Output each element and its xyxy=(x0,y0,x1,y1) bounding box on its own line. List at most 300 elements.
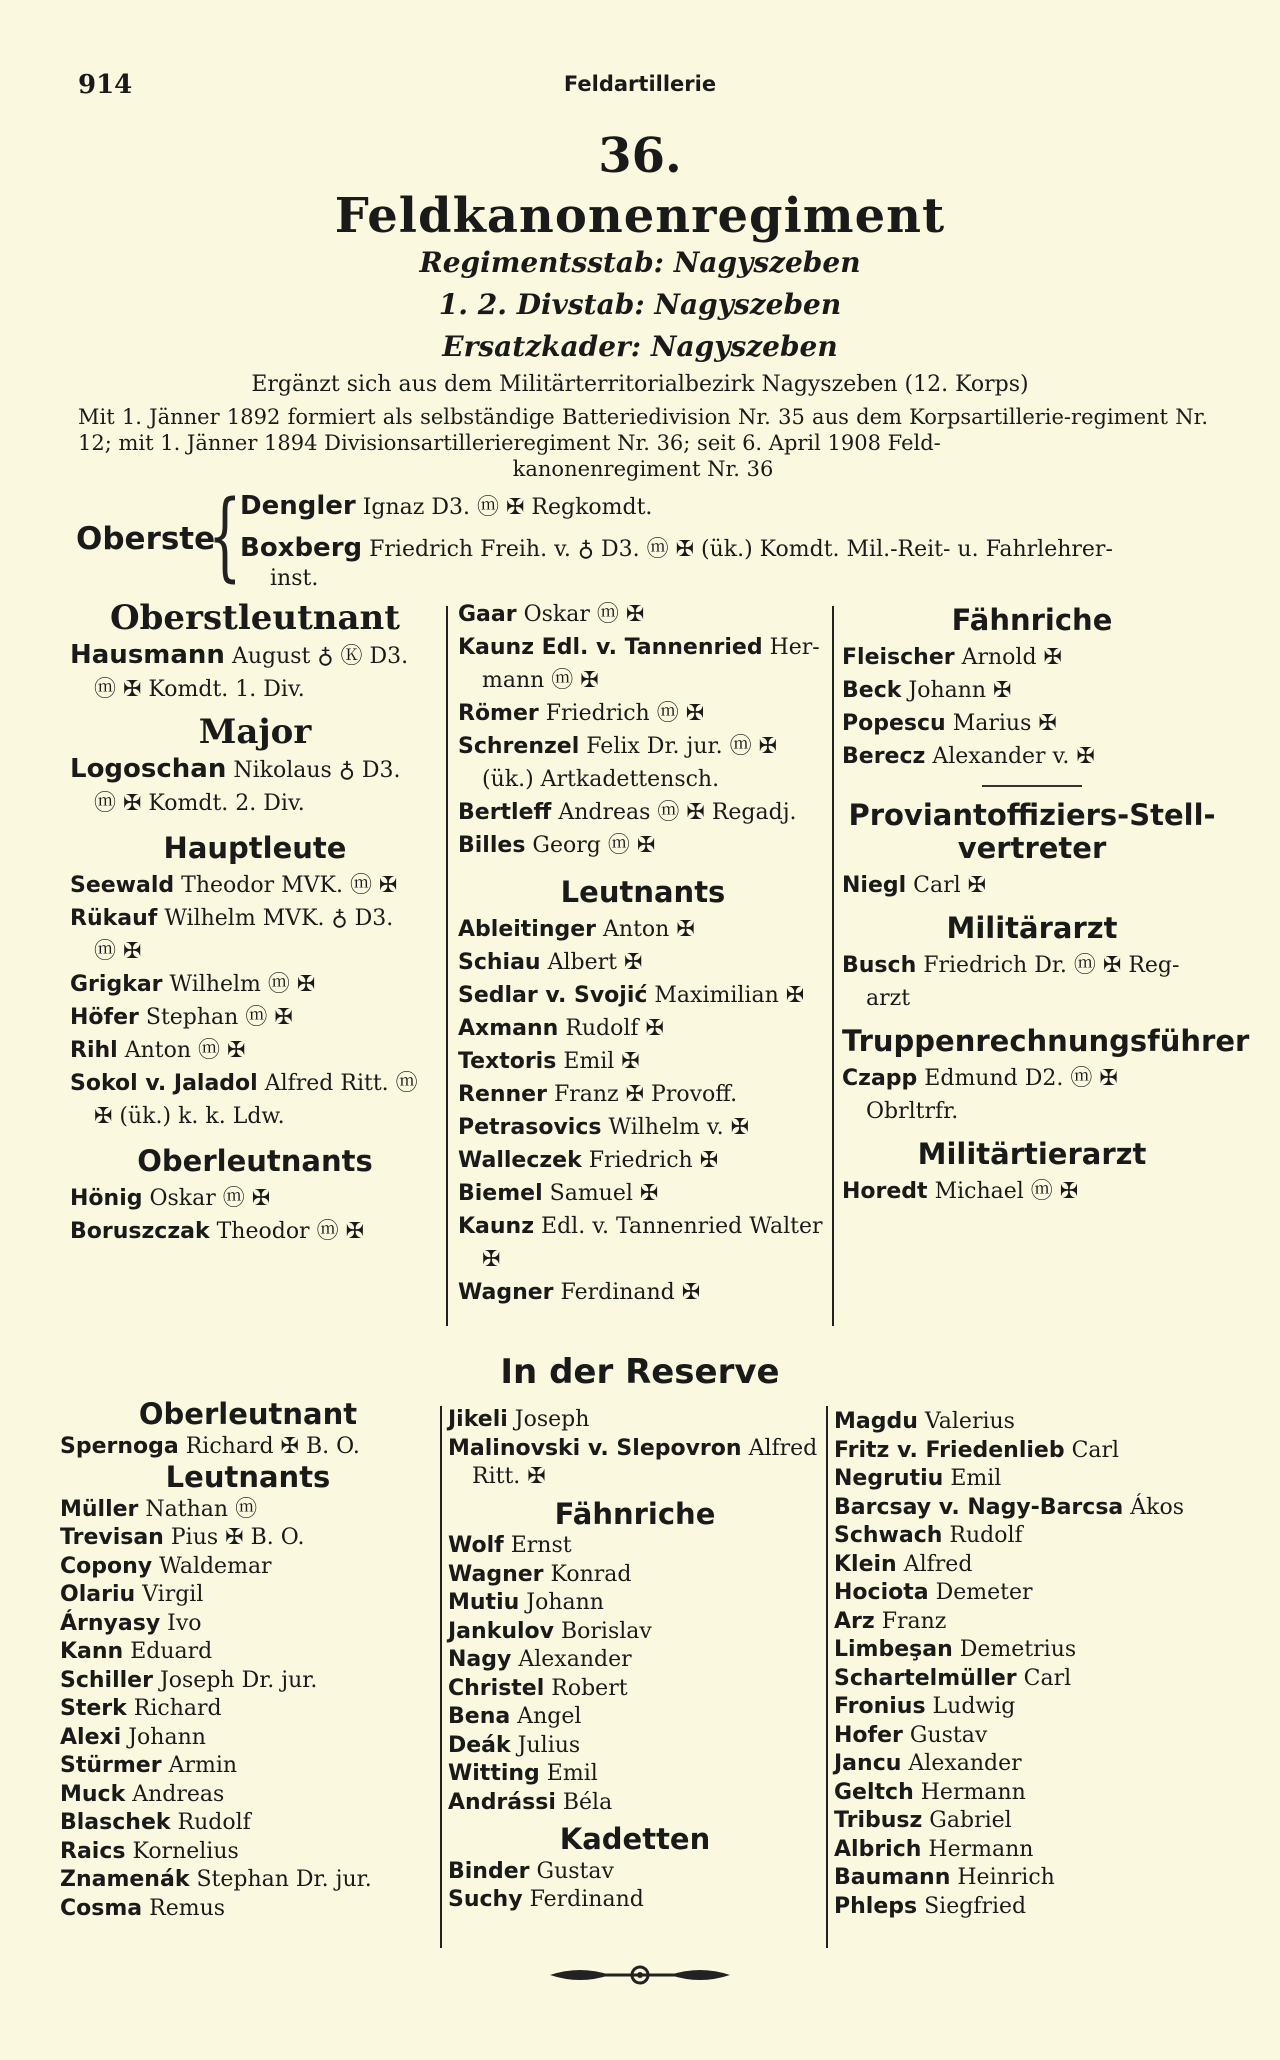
entry-name: Suchy xyxy=(448,1887,523,1912)
reserve-column-3 xyxy=(834,1408,1224,1921)
list-item xyxy=(60,1838,436,1867)
entry-continuation: ✠ (ük.) k. k. Ldw. xyxy=(94,1104,285,1129)
entry-name: Czapp xyxy=(842,1066,918,1091)
reserve-column-2 xyxy=(448,1406,822,1915)
entry-continuation: ✠ xyxy=(482,1247,501,1272)
entry-details: Alexander xyxy=(908,1751,1022,1776)
entry-name: Schiau xyxy=(458,950,541,975)
entry-details: Eduard xyxy=(130,1639,213,1664)
entry-details: Gustav xyxy=(909,1722,988,1748)
entry-name: Gaar xyxy=(458,602,517,627)
entry-name: Christel xyxy=(448,1675,545,1701)
entry-details: Samuel ✠ xyxy=(549,1181,659,1206)
entry-continuation: Ritt. ✠ xyxy=(472,1464,546,1489)
list-item xyxy=(70,639,440,673)
list-item xyxy=(70,1215,440,1248)
entry-name: Kann xyxy=(60,1639,124,1664)
regimentsstab-line: Regimentsstab: Nagyszeben xyxy=(419,246,861,279)
entry-details: Albert ✠ xyxy=(547,950,643,975)
entry-details: Maximilian ✠ xyxy=(654,983,805,1008)
entry-name: Römer xyxy=(458,701,539,726)
oberst-entry-continued xyxy=(270,566,1240,591)
entry-name: Wolf xyxy=(448,1533,504,1558)
list-item xyxy=(834,1779,1224,1808)
list-item xyxy=(60,1581,436,1610)
ornament-divider-icon xyxy=(540,1960,740,1990)
history-paragraph xyxy=(78,404,1208,482)
entry-name: Barcsay v. Nagy-Barcsa xyxy=(834,1494,1124,1520)
entry-name: Popescu xyxy=(842,711,946,736)
entry-details: Johann xyxy=(526,1590,604,1615)
ersatzkader-line: Ersatzkader: Nagyszeben xyxy=(442,330,838,363)
entry-details: Gustav xyxy=(536,1858,614,1884)
list-item xyxy=(842,740,1222,773)
entry-continuation: mann ⓜ ✠ xyxy=(482,668,599,693)
list-item xyxy=(70,968,440,1001)
oberste-label: Oberste xyxy=(76,521,216,557)
oberst-details: inst. xyxy=(270,566,319,591)
list-item xyxy=(834,1437,1224,1466)
entry-name: Rihl xyxy=(70,1038,118,1063)
entry-details: Wilhelm MVK. ♁ D3. xyxy=(164,906,394,931)
oberst-entry xyxy=(240,490,1210,521)
list-item xyxy=(70,1182,440,1215)
entry-name: Renner xyxy=(458,1082,547,1107)
entry-details: Theodor MVK. ⓜ ✠ xyxy=(181,873,398,898)
entry-name: Stürmer xyxy=(60,1753,162,1778)
entry-details: Emil xyxy=(950,1466,1002,1491)
entry-name: Kaunz Edl. v. Tannenried xyxy=(458,635,763,660)
column-divider xyxy=(446,606,448,1326)
entry-continuation: Obrltrfr. xyxy=(866,1099,959,1124)
list-item xyxy=(60,1695,436,1724)
entry-name: Sokol v. Jaladol xyxy=(70,1071,258,1096)
entry-name: Niegl xyxy=(842,873,907,898)
entry-name: Olariu xyxy=(60,1582,136,1607)
entry-name: Hociota xyxy=(834,1580,929,1605)
entry-name: Trevisan xyxy=(60,1525,164,1550)
entry-name: Witting xyxy=(448,1761,540,1786)
entry-details: Rudolf ✠ xyxy=(565,1016,664,1041)
entry-details: Gabriel xyxy=(929,1808,1012,1833)
section-title-faehnriche: Fähnriche xyxy=(554,1496,716,1531)
entry-details: Friedrich Dr. ⓜ ✠ Reg- xyxy=(923,953,1180,978)
list-item xyxy=(834,1494,1224,1523)
entry-details: Virgil xyxy=(142,1582,204,1607)
section-title-kadetten: Kadetten xyxy=(559,1822,711,1856)
entry-name: Cosma xyxy=(60,1895,143,1921)
entry-name: Magdu xyxy=(834,1409,918,1434)
entry-details: Theodor ⓜ ✠ xyxy=(216,1219,364,1244)
list-item xyxy=(834,1465,1224,1494)
entry-name: Jancu xyxy=(834,1751,902,1776)
brace: { xyxy=(208,480,242,592)
entry-name: Geltch xyxy=(834,1779,914,1805)
entry-name: Schartelmüller xyxy=(834,1665,1017,1691)
entry-name: Axmann xyxy=(458,1016,559,1041)
list-item xyxy=(70,1034,440,1067)
entry-name: Beck xyxy=(842,678,902,703)
entry-details: Michael ⓜ ✠ xyxy=(934,1179,1079,1204)
entry-name: Binder xyxy=(448,1858,530,1884)
entry-name: Fronius xyxy=(834,1694,926,1719)
entry-details: Siegfried xyxy=(924,1893,1027,1919)
list-item xyxy=(834,1665,1224,1694)
section-title-hauptleute: Hauptleute xyxy=(163,831,347,865)
list-item xyxy=(448,1789,822,1818)
ergaenzung-line: Ergänzt sich aus dem Militärterritorialbezirk Nagyszeben (12. Korps) xyxy=(251,372,1029,397)
list-item xyxy=(70,753,440,787)
list-item xyxy=(834,1864,1224,1893)
entry-details: Franz ✠ Provoff. xyxy=(553,1082,738,1107)
list-item xyxy=(60,1433,436,1462)
entry-name: Árnyasy xyxy=(60,1610,161,1636)
entry-name: Limbeşan xyxy=(834,1637,953,1662)
list-item xyxy=(60,1724,436,1753)
entry-details: Andreas xyxy=(132,1781,225,1807)
list-item xyxy=(834,1836,1224,1865)
list-item xyxy=(834,1522,1224,1551)
entry-name: Schiller xyxy=(60,1667,153,1693)
entry-name: Textoris xyxy=(458,1049,557,1074)
entry-name: Schwach xyxy=(834,1523,943,1548)
section-title-oberstleutnant: Oberstleutnant xyxy=(110,598,400,638)
entry-continuation: ⓜ ✠ Komdt. 1. Div. xyxy=(94,677,305,702)
list-item xyxy=(60,1809,436,1838)
entry-name: Walleczek xyxy=(458,1148,582,1173)
entry-name: Rükauf xyxy=(70,906,158,931)
list-item xyxy=(834,1722,1224,1751)
entry-name: Znamenák xyxy=(60,1867,190,1892)
list-item xyxy=(448,1858,822,1887)
entry-name: Spernoga xyxy=(60,1433,179,1459)
entry-details: Kornelius xyxy=(132,1838,239,1864)
list-item xyxy=(448,1732,822,1761)
entry-details: Julius xyxy=(517,1732,581,1758)
entry-details: Pius ✠ B. O. xyxy=(170,1525,305,1550)
list-item xyxy=(60,1638,436,1667)
column-divider xyxy=(832,606,834,1326)
entry-name: Sterk xyxy=(60,1696,127,1721)
entry-continuation: ⓜ ✠ Komdt. 2. Div. xyxy=(94,791,305,816)
list-item xyxy=(60,1866,436,1895)
active-column-1 xyxy=(70,596,440,1248)
list-item xyxy=(458,1078,828,1111)
entry-name: Mutiu xyxy=(448,1590,520,1615)
entry-name: Alexi xyxy=(60,1724,122,1750)
column-divider xyxy=(826,1406,828,1948)
entry-details: Johann xyxy=(128,1724,206,1750)
list-item xyxy=(834,1408,1224,1437)
entry-name: Klein xyxy=(834,1551,897,1577)
section-title-militaertierarzt: Militärtierarzt xyxy=(917,1137,1147,1171)
entry-name: Andrássi xyxy=(448,1789,556,1815)
entry-details: Armin xyxy=(168,1753,238,1778)
list-item xyxy=(448,1435,822,1464)
oberst-name: Dengler xyxy=(240,491,356,521)
entry-details: Anton ✠ xyxy=(603,917,695,942)
entry-details: Demeter xyxy=(935,1580,1033,1605)
entry-name: Hönig xyxy=(70,1186,143,1211)
list-item xyxy=(458,1210,828,1243)
section-title-reserve: In der Reserve xyxy=(500,1352,780,1392)
list-item xyxy=(842,707,1222,740)
entry-details: Alfred xyxy=(748,1435,818,1461)
entry-details: Alexander xyxy=(518,1647,632,1672)
list-item xyxy=(458,1111,828,1144)
entry-name: Horedt xyxy=(842,1179,928,1204)
section-title-faehnriche: Fähnriche xyxy=(951,603,1113,637)
list-item xyxy=(70,1001,440,1034)
running-head: Feldartillerie xyxy=(563,72,717,96)
entry-details: Rudolf xyxy=(177,1810,251,1835)
list-item xyxy=(834,1750,1224,1779)
list-item xyxy=(60,1667,436,1696)
entry-details: Andreas ⓜ ✠ Regadj. xyxy=(558,800,797,825)
entry-details: Heinrich xyxy=(957,1865,1055,1890)
entry-name: Busch xyxy=(842,953,917,978)
entry-details: Oskar ⓜ ✠ xyxy=(523,602,645,627)
entry-details: Emil xyxy=(546,1761,598,1786)
entry-name: Tribusz xyxy=(834,1808,923,1833)
entry-name: Ableitinger xyxy=(458,917,597,942)
entry-name: Grigkar xyxy=(70,972,163,997)
entry-details: Arnold ✠ xyxy=(961,645,1062,670)
entry-continuation: arzt xyxy=(866,986,911,1011)
entry-details: Edmund D2. ⓜ ✠ xyxy=(924,1066,1118,1091)
entry-name: Müller xyxy=(60,1496,139,1522)
entry-name: Höfer xyxy=(70,1005,139,1030)
separator-rule xyxy=(982,785,1082,787)
entry-details: Ernst xyxy=(510,1533,572,1558)
list-item xyxy=(448,1406,822,1435)
entry-details: Hermann xyxy=(920,1779,1026,1805)
entry-details: Angel xyxy=(517,1704,582,1729)
list-item xyxy=(842,674,1222,707)
section-title-leutnants: Leutnants xyxy=(560,875,726,909)
section-title-oberleutnant: Oberleutnant xyxy=(138,1397,358,1431)
entry-name: Phleps xyxy=(834,1893,918,1919)
list-item xyxy=(448,1760,822,1789)
entry-details: Nikolaus ♁ D3. xyxy=(233,758,401,783)
entry-details: Carl xyxy=(1071,1437,1120,1463)
entry-details: Friedrich ✠ xyxy=(588,1148,719,1173)
entry-name: Muck xyxy=(60,1781,126,1807)
section-title-truppenrechnungsfuehrer: Truppenrechnungsführer xyxy=(842,1024,1250,1058)
entry-details: Valerius xyxy=(924,1409,1015,1434)
entry-name: Seewald xyxy=(70,873,175,898)
entry-details: Ivo xyxy=(167,1610,202,1636)
list-item xyxy=(458,796,828,829)
regiment-name: Feldkanonenregiment xyxy=(334,188,946,244)
section-title-proviant: Proviantoffiziers-Stell- xyxy=(848,798,1216,832)
list-item xyxy=(458,829,828,862)
list-item xyxy=(458,730,828,763)
entry-name: Wagner xyxy=(458,1280,554,1305)
list-item xyxy=(458,1276,828,1309)
entry-details: Nathan ⓜ xyxy=(145,1496,258,1522)
section-title-leutnants: Leutnants xyxy=(165,1460,331,1494)
entry-continuation: (ük.) Artkadettensch. xyxy=(482,767,720,792)
entry-details: Richard ✠ B. O. xyxy=(185,1433,360,1459)
entry-name: Baumann xyxy=(834,1865,951,1890)
list-item xyxy=(70,902,440,935)
list-item xyxy=(834,1893,1224,1922)
list-item xyxy=(448,1886,822,1915)
entry-details: August ♁ Ⓚ D3. xyxy=(231,644,409,669)
page-number: 914 xyxy=(78,70,133,100)
entry-details: Remus xyxy=(149,1895,226,1921)
entry-continuation: ⓜ ✠ xyxy=(94,939,142,964)
entry-details: Alfred Ritt. ⓜ xyxy=(264,1071,418,1096)
entry-details: Anton ⓜ ✠ xyxy=(124,1038,246,1063)
entry-name: Fleischer xyxy=(842,645,955,670)
list-item xyxy=(458,1012,828,1045)
entry-details: Borislav xyxy=(560,1618,652,1644)
list-item xyxy=(70,1067,440,1100)
entry-name: Logoschan xyxy=(70,754,227,784)
list-item xyxy=(834,1579,1224,1608)
entry-name: Sedlar v. Svojić xyxy=(458,983,648,1008)
entry-details: Ludwig xyxy=(932,1694,1016,1719)
history-text: Mit 1. Jänner 1892 formiert als selbständige Batteriedivision Nr. 35 aus dem Korpsartillerie-regiment Nr. 12; mit 1. Jänner 1894 Divisionsartillerieregiment Nr. 36; seit 6. April 1908 Feld- xyxy=(78,405,1208,455)
reserve-column-1 xyxy=(60,1397,436,1923)
section-title-proviant-cont: vertreter xyxy=(957,831,1107,865)
entry-details: Rudolf xyxy=(949,1523,1023,1548)
entry-details: Franz xyxy=(881,1608,947,1634)
entry-name: Berecz xyxy=(842,744,926,769)
entry-details: Georg ⓜ ✠ xyxy=(532,833,656,858)
regiment-number: 36. xyxy=(598,128,682,184)
list-item xyxy=(60,1524,436,1553)
entry-details: Edl. v. Tannenried Walter xyxy=(541,1214,823,1239)
entry-name: Fritz v. Friedenlieb xyxy=(834,1437,1065,1463)
list-item xyxy=(842,641,1222,674)
active-column-3 xyxy=(842,598,1250,1208)
entry-details: Felix Dr. jur. ⓜ ✠ xyxy=(586,734,778,759)
entry-name: Negrutiu xyxy=(834,1466,944,1491)
section-title-militaerarzt: Militärarzt xyxy=(946,911,1118,945)
list-item xyxy=(458,979,828,1012)
list-item xyxy=(842,949,1222,982)
oberst-details: Friedrich Freih. v. ♁ D3. ⓜ ✠ (ük.) Komdt. Mil.-Reit- u. Fahrlehrer- xyxy=(369,537,1113,562)
entry-name: Blaschek xyxy=(60,1810,171,1835)
entry-name: Jankulov xyxy=(448,1618,554,1644)
entry-details: Ferdinand ✠ xyxy=(560,1280,701,1305)
entry-details: Alexander v. ✠ xyxy=(932,744,1095,769)
list-item xyxy=(448,1589,822,1618)
entry-name: Kaunz xyxy=(458,1214,535,1239)
entry-details: Ferdinand xyxy=(529,1887,644,1912)
entry-details: Hermann xyxy=(928,1836,1034,1862)
list-item xyxy=(60,1781,436,1810)
list-item xyxy=(60,1895,436,1924)
entry-name: Raics xyxy=(60,1838,126,1864)
column-divider xyxy=(440,1406,442,1948)
entry-details: Oskar ⓜ ✠ xyxy=(149,1186,271,1211)
entry-name: Bena xyxy=(448,1704,511,1729)
list-item xyxy=(448,1561,822,1590)
list-item xyxy=(458,946,828,979)
section-title-oberleutnants: Oberleutnants xyxy=(137,1144,373,1178)
divstab-line: 1. 2. Divstab: Nagyszeben xyxy=(438,288,842,321)
list-item xyxy=(834,1636,1224,1665)
entry-details: Her- xyxy=(769,635,820,660)
list-item xyxy=(834,1551,1224,1580)
entry-details: Konrad xyxy=(550,1561,632,1587)
list-item xyxy=(834,1608,1224,1637)
entry-name: Nagy xyxy=(448,1647,512,1672)
entry-name: Boruszczak xyxy=(70,1219,210,1244)
list-item xyxy=(60,1496,436,1525)
list-item xyxy=(70,869,440,902)
entry-name: Deák xyxy=(448,1732,511,1758)
list-item xyxy=(448,1703,822,1732)
history-text-end: kanonenregiment Nr. 36 xyxy=(512,457,774,481)
list-item xyxy=(842,1062,1222,1095)
entry-name: Bertleff xyxy=(458,800,552,825)
entry-name: Hausmann xyxy=(70,640,225,670)
list-item xyxy=(834,1807,1224,1836)
entry-details: Emil ✠ xyxy=(563,1049,640,1074)
list-item xyxy=(842,869,1222,902)
oberst-details: Ignaz D3. ⓜ ✠ Regkomdt. xyxy=(362,495,653,520)
entry-details: Joseph xyxy=(514,1407,590,1432)
entry-name: Arz xyxy=(834,1608,875,1634)
entry-name: Schrenzel xyxy=(458,734,580,759)
entry-details: Marius ✠ xyxy=(952,711,1057,736)
list-item xyxy=(448,1618,822,1647)
entry-details: Wilhelm ⓜ ✠ xyxy=(169,972,316,997)
list-item xyxy=(60,1553,436,1582)
list-item xyxy=(60,1752,436,1781)
entry-details: Waldemar xyxy=(159,1553,272,1579)
entry-name: Hofer xyxy=(834,1722,903,1748)
entry-name: Wagner xyxy=(448,1561,544,1587)
list-item xyxy=(458,913,828,946)
list-item xyxy=(458,598,828,631)
list-item xyxy=(448,1675,822,1704)
entry-details: Ákos xyxy=(1130,1494,1185,1520)
list-item xyxy=(458,1045,828,1078)
entry-details: Demetrius xyxy=(959,1637,1077,1662)
entry-name: Jikeli xyxy=(448,1407,508,1432)
entry-details: Wilhelm v. ✠ xyxy=(608,1115,750,1140)
entry-name: Billes xyxy=(458,833,526,858)
entry-details: Stephan Dr. jur. xyxy=(196,1867,372,1892)
entry-details: Stephan ⓜ ✠ xyxy=(145,1005,293,1030)
list-item xyxy=(842,1175,1222,1208)
entry-details: Richard xyxy=(133,1696,222,1721)
list-item xyxy=(60,1610,436,1639)
list-item xyxy=(458,1177,828,1210)
list-item xyxy=(834,1693,1224,1722)
list-item xyxy=(448,1532,822,1561)
entry-name: Albrich xyxy=(834,1836,922,1862)
oberst-entry xyxy=(240,532,1210,563)
entry-details: Joseph Dr. jur. xyxy=(159,1667,318,1693)
section-title-major: Major xyxy=(198,712,312,752)
list-item xyxy=(458,631,828,664)
entry-details: Friedrich ⓜ ✠ xyxy=(545,701,705,726)
entry-name: Petrasovics xyxy=(458,1115,602,1140)
entry-details: Béla xyxy=(562,1789,613,1815)
list-item xyxy=(458,1144,828,1177)
oberst-name: Boxberg xyxy=(240,533,363,563)
list-item xyxy=(458,697,828,730)
list-item xyxy=(448,1646,822,1675)
entry-details: Carl xyxy=(1023,1665,1072,1691)
